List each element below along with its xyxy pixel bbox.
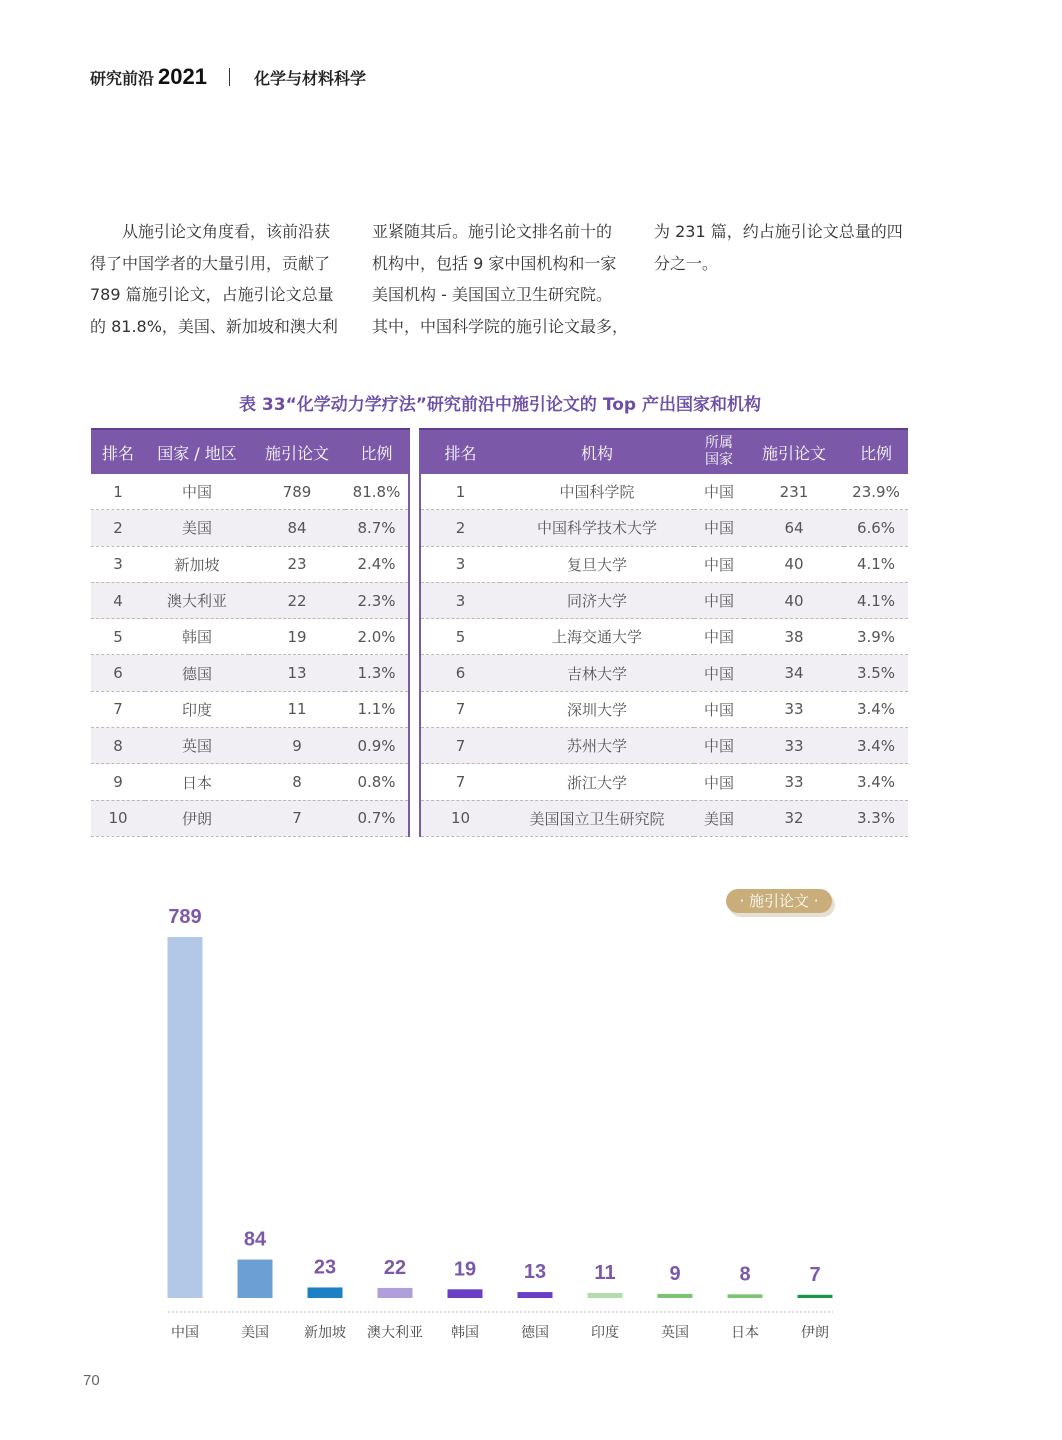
institution-row [420,655,908,691]
category-label: 中国 [171,1325,199,1341]
institution-cell: 33 [744,764,844,800]
category-label: 韩国 [451,1325,479,1341]
country-cell: 0.8% [345,764,409,800]
data-label: 13 [523,1261,547,1284]
paragraph-line: 从施引论文角度看，该前沿获 [90,222,331,241]
institution-row [420,619,908,655]
institution-row [420,728,908,764]
paragraph-line: 的 81.8%，美国、新加坡和澳大利 [90,316,338,336]
bar [168,937,203,1298]
country-cell: 新加坡 [145,546,249,582]
institution-cell: 中国 [694,655,744,691]
country-cell: 9 [91,764,145,800]
country-row [91,764,409,800]
institution-row [420,764,908,800]
institution-cell: 2 [420,510,500,546]
chart-legend: · 施引论文 · [726,889,832,913]
institution-cell: 深圳大学 [500,691,694,727]
institution-cell: 苏州大学 [500,728,694,764]
institution-cell: 23.9% [844,474,908,510]
country-cell: 英国 [145,728,249,764]
category-label: 伊朗 [801,1325,829,1341]
institution-cell: 中国科学技术大学 [500,510,694,546]
institution-cell: 3 [420,582,500,618]
institution-cell: 38 [744,619,844,655]
institution-cell: 3.3% [844,800,908,836]
institution-column-header: 排名 [420,429,500,474]
institution-cell: 同济大学 [500,582,694,618]
country-column-header: 施引论文 [249,429,345,474]
paragraph-line: 得了中国学者的大量引用，贡献了 [90,253,331,273]
country-row [91,582,409,618]
country-row [91,474,409,510]
institutions-table [419,428,908,837]
institution-row [420,800,908,836]
data-label: 84 [243,1228,267,1251]
country-cell: 印度 [145,691,249,727]
institution-column-header: 施引论文 [744,429,844,474]
bar [378,1288,413,1298]
category-label: 新加坡 [304,1325,346,1341]
header-divider [229,68,230,86]
bar [308,1287,343,1298]
institution-cell: 7 [420,691,500,727]
institution-cell: 3.4% [844,728,908,764]
institution-column-header: 机构 [500,429,694,474]
country-cell: 23 [249,546,345,582]
paragraph-column-3 [654,216,903,279]
country-cell: 德国 [145,655,249,691]
institution-cell: 34 [744,655,844,691]
country-cell: 13 [249,655,345,691]
bar [798,1295,833,1298]
country-cell: 8 [91,728,145,764]
paragraph-line: 机构中，包括 9 家中国机构和一家 [372,253,617,273]
institution-cell: 7 [420,728,500,764]
country-cell: 4 [91,582,145,618]
table-caption: 表 33“化学动力学疗法”研究前沿中施引论文的 Top 产出国家和机构 [239,395,761,415]
institution-cell: 6 [420,655,500,691]
country-cell: 22 [249,582,345,618]
institution-row [420,582,908,618]
institution-cell: 1 [420,474,500,510]
bar [588,1293,623,1298]
country-cell: 7 [91,691,145,727]
countries-table [91,428,410,837]
header-year: 2021 [158,64,207,89]
country-row [91,619,409,655]
bar [728,1294,763,1298]
data-label: 7 [809,1263,821,1286]
country-column-header: 排名 [91,429,145,474]
institution-column-header: 比例 [844,429,908,474]
data-label: 789 [168,906,202,928]
running-header [90,64,366,90]
country-row [91,510,409,546]
institution-cell: 复旦大学 [500,546,694,582]
country-cell: 81.8% [345,474,409,510]
category-label: 印度 [591,1325,619,1341]
country-cell: 5 [91,619,145,655]
institution-row [420,691,908,727]
header-series: 研究前沿 [90,68,155,88]
data-label: 11 [594,1261,616,1284]
institution-cell: 231 [744,474,844,510]
paragraph-line: 分之一。 [654,253,719,273]
institution-cell: 33 [744,691,844,727]
country-cell: 9 [249,728,345,764]
category-label: 德国 [521,1325,549,1341]
country-cell: 84 [249,510,345,546]
country-row [91,655,409,691]
institution-cell: 浙江大学 [500,764,694,800]
country-cell: 789 [249,474,345,510]
country-cell: 中国 [145,474,249,510]
institution-cell: 中国 [694,582,744,618]
country-cell: 2 [91,510,145,546]
country-cell: 2.4% [345,546,409,582]
bar [518,1292,553,1298]
paragraph-line: 亚紧随其后。施引论文排名前十的 [372,222,613,241]
institution-cell: 中国 [694,474,744,510]
category-label: 日本 [731,1325,759,1341]
country-row [91,546,409,582]
paragraph-column-1 [90,216,338,342]
institution-row [420,510,908,546]
institution-cell: 中国 [694,728,744,764]
institution-cell: 吉林大学 [500,655,694,691]
category-label: 澳大利亚 [367,1325,423,1341]
data-label: 9 [669,1262,681,1285]
country-cell: 8 [249,764,345,800]
header-topic: 化学与材料科学 [253,68,366,88]
institution-cell: 3.4% [844,691,908,727]
country-cell: 10 [91,800,145,836]
bar-chart [150,890,870,1350]
country-cell: 伊朗 [145,800,249,836]
country-column-header: 国家 / 地区 [145,429,249,474]
country-row [91,691,409,727]
institution-row [420,474,908,510]
institution-cell: 中国科学院 [500,474,694,510]
bar [658,1294,693,1298]
paragraph-line: 美国机构 - 美国国立卫生研究院。 [372,285,612,304]
country-cell: 11 [249,691,345,727]
country-header-row [91,429,409,474]
institution-cell: 33 [744,728,844,764]
country-cell: 8.7% [345,510,409,546]
country-cell: 1.3% [345,655,409,691]
country-cell: 澳大利亚 [145,582,249,618]
institution-column-header: 所属 国家 [694,429,744,474]
country-cell: 1 [91,474,145,510]
institution-cell: 40 [744,582,844,618]
country-row [91,728,409,764]
bar [238,1260,273,1298]
country-cell: 3 [91,546,145,582]
category-label: 美国 [241,1325,269,1341]
country-cell: 2.3% [345,582,409,618]
page-number: 70 [83,1372,100,1389]
institution-cell: 3.4% [844,764,908,800]
country-cell: 0.7% [345,800,409,836]
institution-cell: 中国 [694,546,744,582]
institution-cell: 中国 [694,764,744,800]
institution-cell: 64 [744,510,844,546]
institution-cell: 3 [420,546,500,582]
institution-header-row [420,429,908,474]
country-cell: 6 [91,655,145,691]
data-label: 22 [383,1256,407,1279]
country-cell: 1.1% [345,691,409,727]
institution-cell: 美国国立卫生研究院 [500,800,694,836]
country-row [91,800,409,836]
category-label: 英国 [661,1325,689,1341]
institution-cell: 4.1% [844,582,908,618]
institution-cell: 7 [420,764,500,800]
data-label: 19 [453,1258,477,1281]
country-cell: 日本 [145,764,249,800]
paragraph-column-2 [372,216,628,342]
institution-row [420,546,908,582]
institution-cell: 5 [420,619,500,655]
institution-cell: 4.1% [844,546,908,582]
bar [448,1289,483,1298]
data-label: 8 [739,1263,751,1286]
institution-cell: 美国 [694,800,744,836]
paragraph-line: 其中，中国科学院的施引论文最多， [372,316,629,336]
country-column-header: 比例 [345,429,409,474]
country-cell: 美国 [145,510,249,546]
data-label: 23 [313,1256,337,1279]
institution-cell: 10 [420,800,500,836]
institution-cell: 上海交通大学 [500,619,694,655]
paragraph-line: 为 231 篇，约占施引论文总量的四 [654,222,903,241]
paragraph-line: 789 篇施引论文，占施引论文总量 [90,285,334,304]
institution-cell: 中国 [694,619,744,655]
institution-cell: 6.6% [844,510,908,546]
country-cell: 0.9% [345,728,409,764]
country-cell: 19 [249,619,345,655]
country-cell: 7 [249,800,345,836]
institution-cell: 40 [744,546,844,582]
country-cell: 2.0% [345,619,409,655]
country-cell: 韩国 [145,619,249,655]
institution-cell: 32 [744,800,844,836]
institution-cell: 3.9% [844,619,908,655]
institution-cell: 3.5% [844,655,908,691]
institution-cell: 中国 [694,510,744,546]
institution-cell: 中国 [694,691,744,727]
